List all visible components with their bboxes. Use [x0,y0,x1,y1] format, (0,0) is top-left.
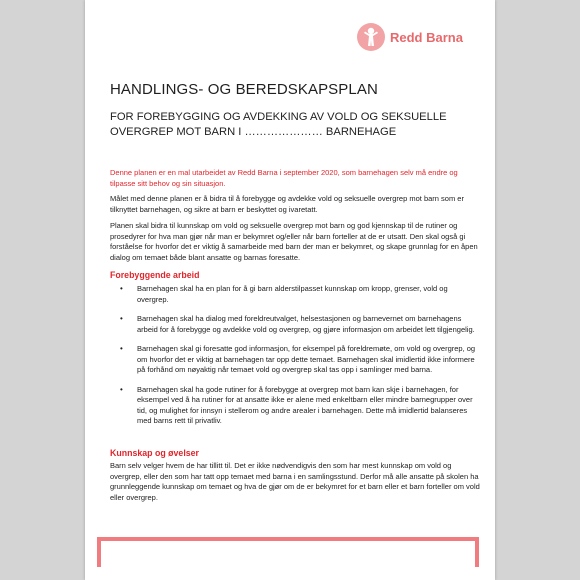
list-item: • Barnehagen skal gi foresatte god informasjon, for eksempel på foreldremøte, om vold og overgrep, og om hvorfor det er viktig at barnehagen tar opp dette temaet. Barnehagen skal imidlertid ikke informere på forhånd om nøyaktig når temaet vold og overgrep skal tas opp i samlinger med barna. [120,344,476,374]
intro-paragraph-2: Planen skal bidra til kunnskap om vold og seksuelle overgrep mot barn og god kjennskap til de rutiner og prosedyrer for hva man gjør når man er bekymret og/eller når barn forteller at de er utsatt. Den skal også gi forståelse for hvorfor det er viktig å samarbeide med barn der man er bekymret, og skape grunnlag for en åpen dialog om temaet både blant ansatte og barnas foresatte. [110,221,478,262]
bullet-list [110,284,480,436]
document-title: HANDLINGS- OG BEREDSKAPSPLAN [110,81,378,98]
footer-decoration [97,537,479,567]
bullet-icon: • [120,384,123,394]
bullet-icon: • [120,284,123,293]
section-2-paragraph: Barn selv velger hvem de har tillitt til. Det er ikke nødvendigvis den som har mest kunnskap om vold og overgrep, eller den som har tatt opp temaet med barna i en samlingsstund. Derfor må alle ansatte på skolen ha grunnleggende kunnskap om temaet og hva de gjør om de er bekymret for et barn eller et barn forteller om vold eller overgrep. [110,461,480,502]
template-notice: Denne planen er en mal utarbeidet av Redd Barna i september 2020, som barnehagen selv må endre og tilpasse sitt behov og sin situasjon. [110,168,458,188]
child-figure-icon [356,22,386,52]
section-heading-forebyggende: Forebyggende arbeid [110,270,200,280]
list-item: • Barnehagen skal ha gode rutiner for å forebygge at overgrep mot barn kan skje i barnehagen, for eksempel ved å ha rutiner for at ansatte ikke er alene med enkeltbarn eller mindre barnegrupper over tid, og mulighet for innsyn i stellerom og andre arealer i barnehagen. Dette må imidlertid balanseres med barns rett til privatliv. [120,384,473,425]
list-item: • Barnehagen skal ha en plan for å gi barn alderstilpasset kunnskap om kropp, grenser, vold og overgrep. [120,284,448,304]
document-subtitle: FOR FOREBYGGING OG AVDEKKING AV VOLD OG SEKSUELLE OVERGREP MOT BARN I ………………… BARNEHAGE [110,111,447,138]
bullet-icon: • [120,314,123,323]
intro-paragraph-1: Målet med denne planen er å bidra til å forebygge og avdekke vold og seksuelle overgrep mot barn som er tilknyttet barnehagen, og sikre at barn er beskyttet og ivaretatt. [110,194,464,214]
bullet-icon: • [120,344,123,353]
logo-text: Redd Barna [390,30,463,45]
section-heading-kunnskap: Kunnskap og øvelser [110,448,199,458]
list-item: • Barnehagen skal ha dialog med foreldreutvalget, helsestasjonen og barnevernet om barnehagens arbeid for å forebygge og avdekke vold og overgrep, og gjøre informasjon om arbeidet lett tilgjengelig. [120,314,475,334]
redd-barna-logo [356,22,468,54]
